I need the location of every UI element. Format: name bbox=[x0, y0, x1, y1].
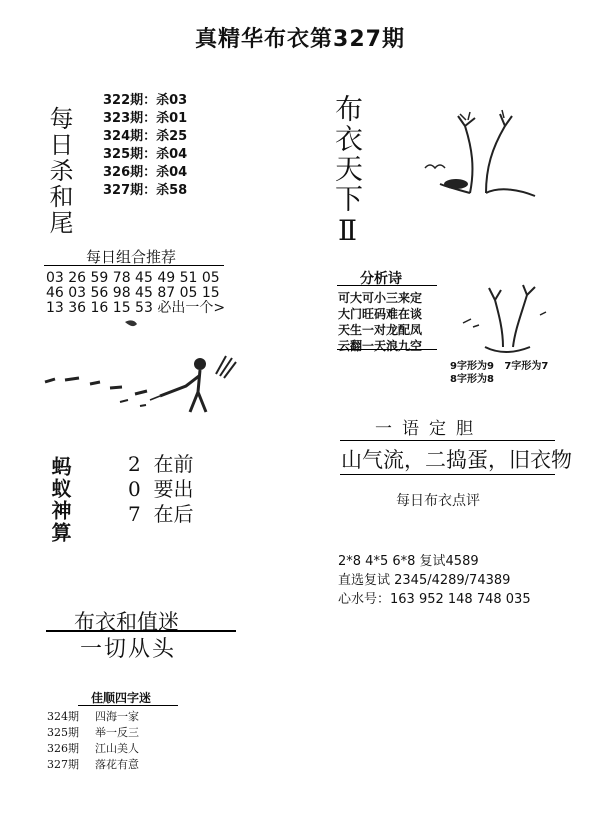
kill-tail-row: 325期：杀04 bbox=[103, 147, 188, 162]
period: 324期 bbox=[47, 710, 79, 723]
divider bbox=[78, 705, 178, 706]
poem-line: 可大可小三来定 bbox=[338, 291, 423, 305]
period: 326期 bbox=[47, 742, 79, 755]
poem-lines bbox=[338, 290, 422, 354]
mayi-row: 7 在后 bbox=[128, 502, 194, 526]
page-title: 真精华布衣第327期 bbox=[195, 27, 405, 52]
dianping-title: 每日布衣点评 bbox=[396, 493, 480, 509]
note-line: 8字形为8 bbox=[450, 374, 494, 385]
riddle: 落花有意 bbox=[95, 758, 139, 771]
riddle: 举一反三 bbox=[95, 726, 139, 739]
four-char-row bbox=[47, 757, 139, 773]
poem-line: 云翻一天浪九空 bbox=[338, 339, 423, 353]
picks bbox=[338, 552, 531, 609]
four-char-row bbox=[47, 741, 139, 757]
seedling-illustration bbox=[455, 275, 555, 355]
divider bbox=[44, 265, 224, 266]
riddle: 江山美人 bbox=[95, 742, 139, 755]
shape-notes bbox=[450, 360, 548, 386]
kill-tail-row: 322期：杀03 bbox=[103, 93, 188, 108]
mayi-row: 0 要出 bbox=[128, 477, 194, 501]
pick-row: 直选复试 2345/4289/74389 bbox=[338, 573, 511, 588]
note-line: 9字形为9 7字形为7 bbox=[450, 361, 549, 372]
period: 325期 bbox=[47, 726, 79, 739]
divider bbox=[340, 440, 555, 441]
combo-row: 13 36 16 15 53 必出一个> bbox=[46, 300, 226, 316]
kill-tail-row: 323期：杀01 bbox=[103, 111, 188, 126]
mayi-label: 蚂蚁神算 bbox=[48, 456, 72, 544]
buyi-tianxia-label: 布衣天下Ⅱ bbox=[331, 94, 364, 249]
divider bbox=[340, 474, 555, 475]
four-char-title: 佳顺四字迷 bbox=[91, 691, 152, 705]
period: 327期 bbox=[47, 758, 79, 771]
four-char-row bbox=[47, 709, 139, 725]
yiyu-text: 山气流，二捣蛋，旧衣物 bbox=[341, 448, 572, 472]
farmer-illustration bbox=[40, 312, 250, 417]
combo-row: 46 03 56 98 45 87 05 15 bbox=[46, 285, 220, 301]
four-char-list bbox=[47, 709, 139, 773]
divider bbox=[337, 349, 437, 350]
kill-tail-label: 每日杀和尾 bbox=[45, 106, 73, 236]
buyizhi-subtitle: 一切从头 bbox=[80, 637, 177, 662]
pick-row: 2*8 4*5 6*8 复试4589 bbox=[338, 554, 479, 569]
kill-tail-row: 327期：杀58 bbox=[103, 183, 188, 198]
divider bbox=[337, 285, 437, 286]
kill-tail-row: 324期：杀25 bbox=[103, 129, 188, 144]
mayi-rows bbox=[128, 452, 193, 527]
tree-illustration bbox=[420, 108, 540, 198]
buyizhi-title: 布衣和值迷 bbox=[74, 610, 179, 634]
kill-tail-row: 326期：杀04 bbox=[103, 165, 188, 180]
mayi-row: 2 在前 bbox=[128, 452, 194, 476]
combo-row: 03 26 59 78 45 49 51 05 bbox=[46, 270, 220, 286]
poem-line: 大门旺码难在谈 bbox=[338, 307, 423, 321]
poem-line: 天生一对龙配凤 bbox=[338, 323, 423, 337]
combo-title: 每日组合推荐 bbox=[86, 248, 177, 266]
riddle: 四海一家 bbox=[95, 710, 139, 723]
poem-title: 分析诗 bbox=[360, 271, 402, 287]
combo-rows bbox=[46, 271, 225, 316]
yiyu-title: 一语定胆 bbox=[375, 419, 483, 439]
kill-tail-list bbox=[103, 92, 187, 200]
pick-row: 心水号：163 952 148 748 035 bbox=[338, 592, 531, 607]
four-char-row bbox=[47, 725, 139, 741]
